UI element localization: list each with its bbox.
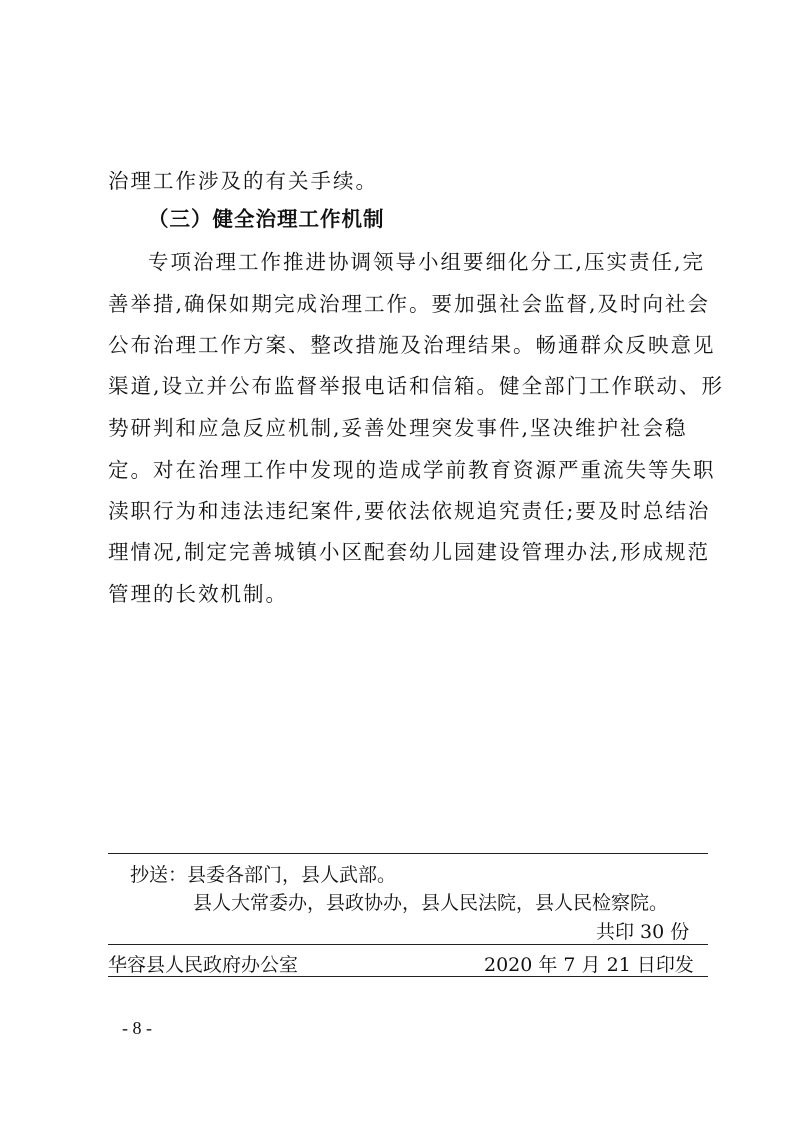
paragraph-line: 势研判和应急反应机制,妥善处理突发事件,坚决维护社会稳 [108,416,688,440]
page-number: - 8 - [122,1018,152,1038]
cc-line-2: 县人大常委办，县政协办，县人民法院，县人民检察院。 [193,892,669,914]
issuer-name: 华容县人民政府办公室 [108,954,299,976]
footer-bottom-rule [108,976,708,977]
paragraph-line: 管理的长效机制。 [108,582,288,606]
paragraph-line: 公布治理工作方案、整改措施及治理结果。畅通群众反映意见 [108,333,716,357]
body-continuation: 治理工作涉及的有关手续。 [108,169,378,193]
copies-count: 共印 30 份 [596,921,690,943]
paragraph-line: 定。对在治理工作中发现的造成学前教育资源严重流失等失职 [108,458,716,482]
footer-top-rule [108,853,708,854]
paragraph-line: 渠道,设立并公布监督举报电话和信箱。健全部门工作联动、形 [108,374,725,398]
paragraph-line: 专项治理工作推进协调领导小组要细化分工,压实责任,完 [148,250,706,274]
paragraph-line: 理情况,制定完善城镇小区配套幼儿园建设管理办法,形成规范 [108,540,711,564]
paragraph-line: 善举措,确保如期完成治理工作。要加强社会监督,及时向社会 [108,292,711,316]
footer-middle-rule [108,944,708,945]
paragraph-line: 渎职行为和违法违纪案件,要依法依规追究责任;要及时总结治 [108,499,711,523]
section-heading: （三）健全治理工作机制 [148,207,385,231]
cc-line-1: 抄送：县委各部门，县人武部。 [130,864,397,886]
issue-date: 2020 年 7 月 21 日印发 [484,954,694,976]
